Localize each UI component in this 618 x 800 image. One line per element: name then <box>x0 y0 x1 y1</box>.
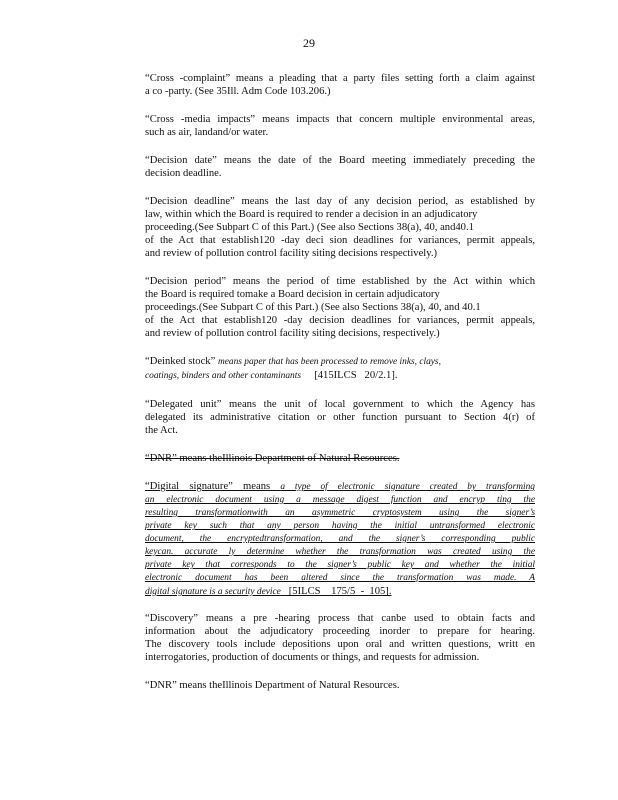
definition-dnr-struck <box>145 452 535 465</box>
text-line: and review of pollution control facility siting decisions, respectively.) <box>145 328 440 339</box>
definition-deinked-stock <box>145 355 535 383</box>
text-line: interrogatories, production of documents or things, and requests for admission. <box>145 652 480 663</box>
definition-delegated-unit <box>145 398 535 437</box>
italic-line: resulting transformationwith an asymmetric cryptosystem using the signer’s <box>145 508 535 518</box>
struck-text-line: “DNR” means theIllinois Department of Natural Resources. <box>145 453 400 464</box>
definition-cross-media-impacts <box>145 113 535 139</box>
text-line: decision deadline. <box>145 168 222 179</box>
text-line: of the Act that establish120 -day deci sion deadlines for variances, permit appeals, <box>145 235 535 246</box>
definition-decision-deadline <box>145 195 535 260</box>
text-line: “DNR” means theIllinois Department of Natural Resources. <box>145 680 400 691</box>
definition-digital-signature <box>145 480 535 599</box>
text-line: of the Act that establish120 -day decision deadlines for variances, permit appeals, <box>145 315 535 326</box>
text-line: “Discovery” means a pre -hearing process that canbe used to obtain facts and <box>145 613 535 624</box>
italic-definition: coatings, binders and other contaminants <box>145 371 301 381</box>
definition-discovery <box>145 612 535 664</box>
text-line: “Decision deadline” means the last day of any decision period, as established by <box>145 196 535 207</box>
italic-line: document, the encryptedtransformation, and the signer’s corresponding public <box>145 534 535 544</box>
definition-cross-complaint <box>145 72 535 98</box>
text-line: a co -party. (See 35Ill. Adm Code 103.206.) <box>145 86 331 97</box>
text-line <box>145 585 535 599</box>
text-line: proceeding.(See Subpart C of this Part.) (See also Sections 38(a), 40, and40.1 <box>145 222 474 233</box>
text-line: “Decision period” means the period of time established by the Act within which <box>145 276 535 287</box>
italic-definition: digital signature is a security device <box>145 587 281 597</box>
italic-line: electronic document has been altered since the transformation was made. A <box>145 573 535 583</box>
citation: [415ILCS 20/2.1]. <box>300 370 398 381</box>
page-number: 29 <box>303 36 315 50</box>
text-line: delegated its administrative citation or other function pursuant to Section 4(r) of <box>145 412 535 423</box>
text-line: proceedings.(See Subpart C of this Part.) (See also Sections 38(a), 40, and 40.1 <box>145 302 481 313</box>
text-line: information about the adjudicatory proceeding inorder to prepare for hearing. <box>145 626 535 637</box>
citation: [5ILCS 175/5 - 105]. <box>280 586 392 597</box>
text-line: the Act. <box>145 425 178 436</box>
text-line: “Cross -media impacts” means impacts that concern multiple environmental areas, <box>145 114 535 125</box>
italic-line: private key that corresponds to the signer’s public key and whether the initial <box>145 560 535 570</box>
text-line <box>145 369 535 383</box>
document-body <box>145 72 535 707</box>
text-line: The discovery tools include depositions upon oral and written questions, writt en <box>145 639 535 650</box>
text-line: the Board is required tomake a Board decision in certain adjudicatory <box>145 289 440 300</box>
definition-dnr <box>145 679 535 692</box>
italic-line: private key such that any person having the initial untransformed electronic <box>145 521 535 531</box>
term-lead: “Digital signature” means <box>145 481 271 492</box>
text-line: “Decision date” means the date of the Board meeting immediately preceding the <box>145 155 535 166</box>
term-lead: “Deinked stock” <box>145 356 216 367</box>
italic-definition: a type of electronic signature created by transforming <box>280 482 535 492</box>
text-line: “Delegated unit” means the unit of local government to which the Agency has <box>145 399 535 410</box>
italic-definition: means paper that has been processed to remove inks, clays, <box>217 357 441 367</box>
text-line: such as air, landand/or water. <box>145 127 269 138</box>
italic-line: keycan. accurate ly determine whether the transformation was created using the <box>145 547 535 557</box>
text-line: and review of pollution control facility siting decisions respectively.) <box>145 248 438 259</box>
italic-line: an electronic document using a message digest function and encryp ting the <box>145 495 535 505</box>
definition-decision-date <box>145 154 535 180</box>
text-line: law, within which the Board is required to render a decision in an adjudicatory <box>145 209 478 220</box>
text-line <box>145 480 535 494</box>
definition-decision-period <box>145 275 535 340</box>
text-line <box>145 355 535 369</box>
text-line: “Cross -complaint” means a pleading that a party files setting forth a claim against <box>145 73 535 84</box>
